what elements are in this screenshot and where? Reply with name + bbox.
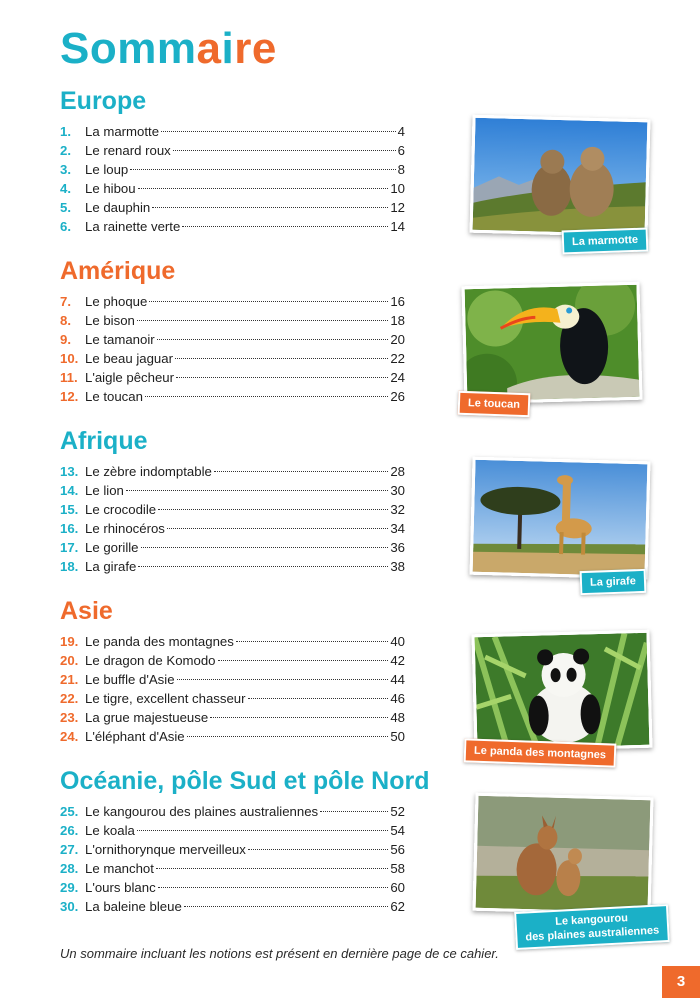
entry-label: Le rhinocéros [85,521,165,536]
entry-page: 28 [390,464,405,479]
entries-list [60,802,405,916]
toc-entry[interactable] [60,897,405,916]
caption-line: des plaines australiennes [525,924,660,944]
dot-leader [187,736,389,737]
toc-entry[interactable] [60,859,405,878]
entry-label: Le dragon de Komodo [85,653,216,668]
entry-label: Le toucan [85,389,143,404]
entry-label: Le bison [85,313,135,328]
entry-page: 48 [390,710,405,725]
entries-list [60,122,405,236]
photo-girafe [469,457,650,580]
entry-label: Le koala [85,823,135,838]
entry-number: 2. [60,143,71,158]
dot-leader [158,887,389,888]
entry-number: 27. [60,842,79,857]
photo-panda [471,630,652,753]
dot-leader [149,301,388,302]
caption-marmotte: La marmotte [562,228,649,255]
entry-label: La grue majestueuse [85,710,209,725]
dot-leader [138,188,389,189]
entry-number: 13. [60,464,79,479]
toc-entry[interactable] [60,727,405,746]
caption-panda: Le panda des montagnes [464,738,617,767]
dot-leader [138,566,388,567]
entry-label: Le phoque [85,294,148,309]
caption-girafe: La girafe [580,569,647,595]
entry-number: 16. [60,521,79,536]
entry-page: 22 [390,351,405,366]
entries-list [60,292,405,406]
photo-kangourou [472,793,653,916]
dot-leader [248,849,388,850]
entry-page: 20 [390,332,405,347]
entry-label: Le beau jaguar [85,351,173,366]
entry-number: 3. [60,162,71,177]
entry-page: 30 [390,483,405,498]
dot-leader [214,471,388,472]
entry-number: 19. [60,634,79,649]
entry-number: 26. [60,823,79,838]
entry-page: 60 [390,880,405,895]
entry-label: Le loup [85,162,129,177]
title-letter: a [196,24,222,73]
entry-page: 36 [390,540,405,555]
dot-leader [141,547,389,548]
entry-page: 52 [390,804,405,819]
toc-entry[interactable] [60,462,405,481]
toc-entry[interactable] [60,651,405,670]
dot-leader [177,679,389,680]
dot-leader [157,339,389,340]
entry-label: Le manchot [85,861,154,876]
entry-label: Le zèbre indomptable [85,464,212,479]
dot-leader [236,641,388,642]
toc-entry[interactable] [60,311,405,330]
toc-entry[interactable] [60,538,405,557]
toc-entry[interactable] [60,821,405,840]
entry-number: 17. [60,540,79,555]
entry-page: 44 [390,672,405,687]
entry-page: 18 [390,313,405,328]
entry-number: 22. [60,691,79,706]
entry-label: Le panda des montagnes [85,634,234,649]
toc-entry[interactable] [60,141,405,160]
entry-label: La rainette verte [85,219,181,234]
entry-page: 58 [390,861,405,876]
entry-page: 32 [390,502,405,517]
dot-leader [156,868,388,869]
entry-page: 40 [390,634,405,649]
page-number: 3 [662,966,700,998]
dot-leader [182,226,388,227]
entry-number: 30. [60,899,79,914]
dot-leader [167,528,388,529]
entry-page: 26 [390,389,405,404]
entry-label: L'ours blanc [85,880,156,895]
footer-note: Un sommaire incluant les notions est présent en dernière page de ce cahier. [60,946,499,961]
entry-label: L'aigle pêcheur [85,370,175,385]
entry-label: La baleine bleue [85,899,182,914]
toc-entry[interactable] [60,670,405,689]
section-amerique [60,256,405,406]
entry-number: 7. [60,294,71,309]
entry-page: 42 [390,653,405,668]
entry-label: Le buffle d'Asie [85,672,175,687]
entry-number: 15. [60,502,79,517]
toc-entry[interactable] [60,557,405,576]
photo-marmotte [469,115,650,238]
entry-number: 12. [60,389,79,404]
entry-number: 18. [60,559,79,574]
entry-label: Le gorille [85,540,139,555]
section-asie [60,596,405,746]
entry-page: 10 [390,181,405,196]
entry-label: Le dauphin [85,200,151,215]
entry-number: 29. [60,880,79,895]
entry-number: 20. [60,653,79,668]
entry-label: La marmotte [85,124,160,139]
dot-leader [130,169,395,170]
entry-number: 14. [60,483,79,498]
entry-label: Le renard roux [85,143,171,158]
caption-line: Le kangourou [554,912,629,928]
dot-leader [152,207,388,208]
entry-page: 24 [390,370,405,385]
dot-leader [158,509,388,510]
dot-leader [184,906,389,907]
page-title [60,24,277,74]
toc-entry[interactable] [60,878,405,897]
dot-leader [320,811,388,812]
entry-number: 10. [60,351,79,366]
entry-page: 56 [390,842,405,857]
toc-entry[interactable] [60,708,405,727]
entries-list [60,462,405,576]
entry-number: 4. [60,181,71,196]
entry-label: L'ornithorynque merveilleux [85,842,246,857]
title-letter: i [221,24,235,73]
section-title: Asie [60,597,113,625]
title-letter: S [60,24,90,73]
title-letter: e [251,24,277,73]
dot-leader [210,717,388,718]
dot-leader [176,377,388,378]
entry-label: La girafe [85,559,137,574]
title-letter: r [234,24,252,73]
entry-page: 46 [390,691,405,706]
entry-page: 16 [390,294,405,309]
section-title: Europe [60,87,147,115]
toc-entry[interactable] [60,292,405,311]
toc-entry[interactable] [60,122,405,141]
toc-entry[interactable] [60,349,405,368]
section-oceanie-poles [60,766,430,916]
toc-entry[interactable] [60,368,405,387]
toc-entry[interactable] [60,689,405,708]
toc-entry[interactable] [60,802,405,821]
dot-leader [126,490,388,491]
entry-number: 25. [60,804,79,819]
dot-leader [137,830,388,831]
entry-page: 50 [390,729,405,744]
entry-page: 8 [397,162,405,177]
entry-label: Le lion [85,483,124,498]
toc-entry[interactable] [60,519,405,538]
caption-toucan: Le toucan [458,391,531,417]
dot-leader [248,698,389,699]
toc-entry[interactable] [60,217,405,236]
dot-leader [173,150,396,151]
section-afrique [60,426,405,576]
entry-number: 21. [60,672,79,687]
title-letter: o [89,24,118,73]
entry-label: Le crocodile [85,502,157,517]
section-europe [60,86,405,236]
dot-leader [218,660,389,661]
caption-kangourou [514,904,670,950]
section-title: Afrique [60,427,148,455]
entry-page: 38 [390,559,405,574]
entry-number: 6. [60,219,71,234]
entry-label: L'éléphant d'Asie [85,729,185,744]
entry-page: 34 [390,521,405,536]
entry-page: 14 [390,219,405,234]
entries-list [60,632,405,746]
section-title: Amérique [60,257,176,285]
entry-label: Le hibou [85,181,136,196]
entry-label: Le tamanoir [85,332,155,347]
entry-page: 4 [397,124,405,139]
title-letter: m [117,24,157,73]
toc-entry[interactable] [60,330,405,349]
toc-entry[interactable] [60,160,405,179]
toc-entry[interactable] [60,198,405,217]
toc-entry[interactable] [60,500,405,519]
dot-leader [145,396,388,397]
entry-page: 6 [397,143,405,158]
entry-number: 23. [60,710,79,725]
entry-label: Le kangourou des plaines australiennes [85,804,319,819]
entry-number: 9. [60,332,71,347]
entry-number: 28. [60,861,79,876]
entry-number: 11. [60,370,78,385]
entry-label: Le tigre, excellent chasseur [85,691,246,706]
section-title: Océanie, pôle Sud et pôle Nord [60,767,430,795]
toc-entry[interactable] [60,840,405,859]
entry-page: 62 [390,899,405,914]
entry-page: 12 [390,200,405,215]
entry-number: 24. [60,729,79,744]
entry-number: 1. [60,124,71,139]
toc-entry[interactable] [60,179,405,198]
title-letter: m [156,24,197,73]
dot-leader [175,358,388,359]
entry-number: 8. [60,313,71,328]
toc-entry[interactable] [60,387,405,406]
entry-number: 5. [60,200,71,215]
dot-leader [137,320,388,321]
toc-entry[interactable] [60,632,405,651]
photo-toucan [461,282,642,405]
dot-leader [161,131,396,132]
entry-page: 54 [390,823,405,838]
toc-entry[interactable] [60,481,405,500]
